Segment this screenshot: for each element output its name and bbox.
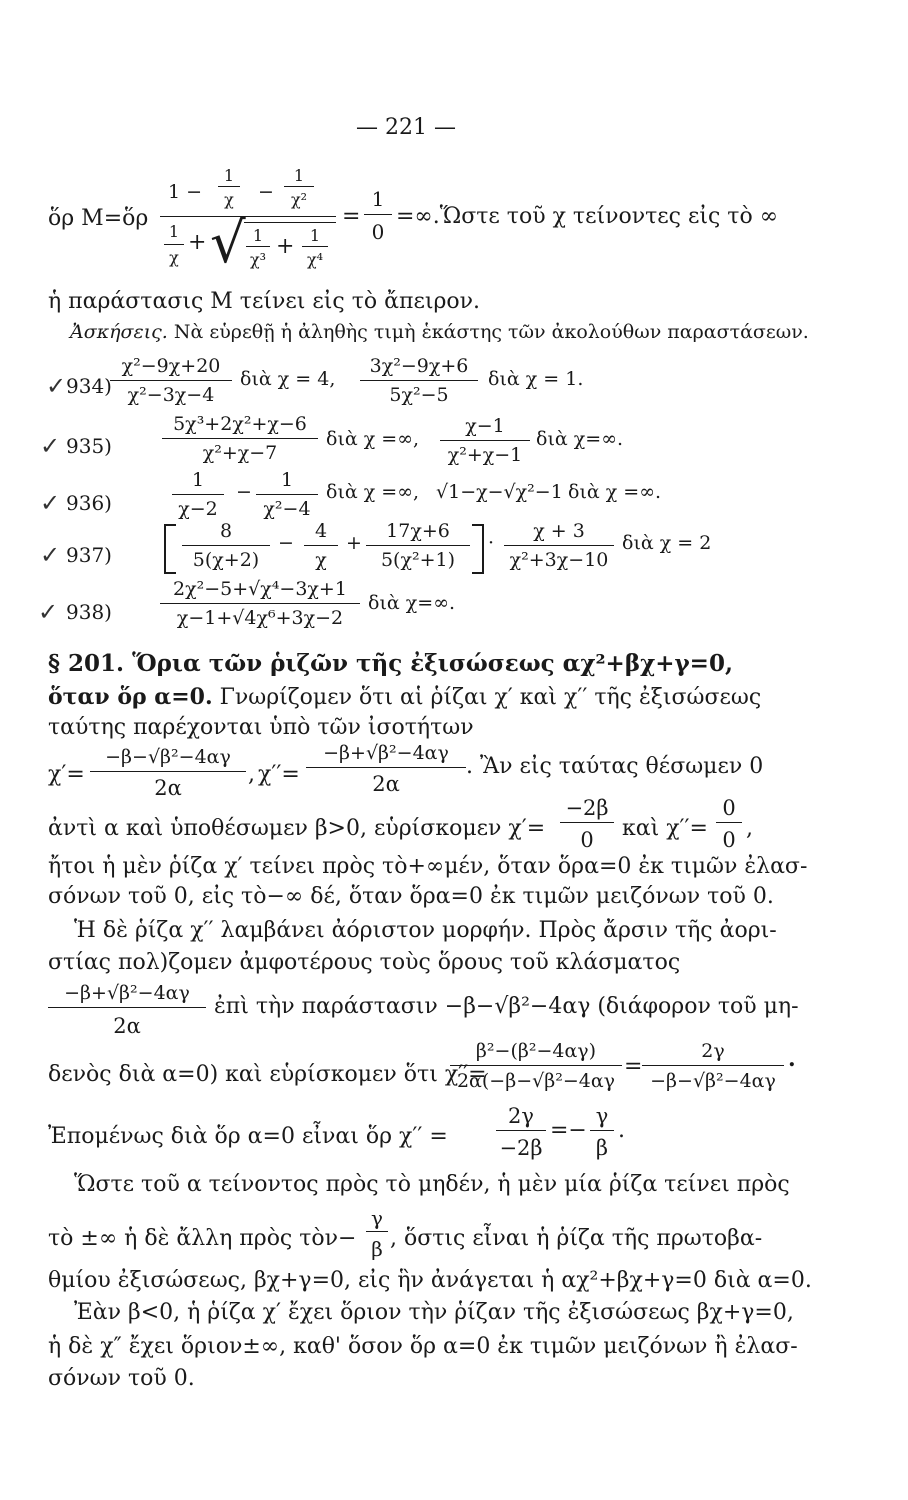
ex935-a-bar <box>162 438 318 439</box>
line-after-limit: ἡ παράστασις M τείνει εἰς τὸ ἄπειρον. <box>48 289 481 314</box>
mult-text: ἐπὶ τὴν παράστασιν −β−√β²−4αγ (διάφορον τοῦ μη- <box>214 994 799 1019</box>
roots-x2-top: −β+√β²−4αγ <box>323 742 449 764</box>
exercises-intro: Νὰ εὑρεθῇ ἡ ἀληθὴς τιμὴ ἑκάστης τῶν ἀκολούθων παραστάσεων. <box>173 321 809 343</box>
check-mark-icon: ✓ <box>46 372 67 400</box>
check-mark-icon: ✓ <box>40 541 61 569</box>
to-f-bar <box>366 1231 388 1232</box>
roots-x1-top: −β−√β²−4αγ <box>105 746 231 768</box>
roots-comma: , <box>248 762 255 787</box>
limit-num-minus: − <box>258 181 274 203</box>
roots-x1-bar <box>90 771 246 772</box>
anti-f2-top: 0 <box>722 796 736 820</box>
epomenos-f2-bar <box>590 1130 614 1131</box>
exercise-number: 935) <box>66 434 112 458</box>
ex934-b-cond: διὰ χ = 1. <box>488 368 584 390</box>
limit-den-radical-overline <box>244 222 336 223</box>
ex937-f1-top: 8 <box>219 520 233 542</box>
to-text2: , ὅστις εἶναι ἡ ῥίζα τῆς πρωτοβα- <box>390 1226 763 1251</box>
ex937-left-bracket <box>164 524 176 574</box>
ex937-f3-bot: 5(χ²+1) <box>380 549 456 571</box>
para-line-3: Ἡ δὲ ῥίζα χ′′ λαμβάνει ἀόριστον μορφήν. Πρὸς ἄρσιν τῆς ἀορι- <box>74 918 777 943</box>
mult-f-bot: 2α <box>113 1014 141 1038</box>
ex938-top: 2χ²−5+√χ⁴−3χ+1 <box>173 578 347 600</box>
limit-num-frac1-bot: χ <box>224 190 234 209</box>
epomenos-f1-top: 2γ <box>508 1104 534 1128</box>
to-f-top: γ <box>371 1206 383 1230</box>
anti-f2-bar <box>716 822 742 823</box>
limit-num-frac2-bot: χ² <box>290 190 308 209</box>
limit-den-rad-frac1-bot: χ³ <box>249 250 267 269</box>
ex936-b-cond: διὰ χ =∞. <box>568 481 662 503</box>
limit-den-frac1-bar <box>164 244 184 245</box>
limit-num-frac1-bar <box>218 186 240 187</box>
section-title-cont: ὅταν ὅρ α=0. <box>48 684 213 710</box>
anti-f1-top: −2β <box>565 796 609 820</box>
ex937-f4-bot: χ²+3χ−10 <box>509 549 609 571</box>
section-line2: ταύτης παρέχονται ὑπὸ τῶν ἰσοτήτων <box>48 715 474 740</box>
final-line-1: θμίου ἐξισώσεως, βχ+γ=0, εἰς ἣν ἀνάγεται ἡ αχ²+βχ+γ=0 διὰ α=0. <box>48 1268 812 1293</box>
limit-res-top: 1 <box>371 187 385 211</box>
ex937-op2: + <box>346 532 362 554</box>
ex938-cond: διὰ χ=∞. <box>368 592 456 614</box>
limit-res-bar <box>364 214 392 215</box>
ex937-op1: − <box>278 532 294 554</box>
ex935-a-top: 5χ³+2χ²+χ−6 <box>173 413 307 435</box>
ex934-b-bar <box>360 380 478 381</box>
mult-f-top: −β+√β²−4αγ <box>64 982 190 1004</box>
ex936-a2-bot: χ²−4 <box>263 498 311 520</box>
limit-den-rad-plus: + <box>276 234 295 259</box>
ex937-cond: διὰ χ = 2 <box>622 532 712 554</box>
limit-den-rad-frac1-bar <box>246 246 270 247</box>
mult-f-bar <box>48 1007 206 1008</box>
page-number: — 221 — <box>356 115 456 140</box>
para-line-2: σόνων τοῦ 0, εἰς τὸ−∞ δέ, ὅταν ὅρα=0 ἐκ τιμῶν μειζόνων τοῦ 0. <box>48 884 774 909</box>
limit-res-bot: 0 <box>371 220 385 244</box>
hoste-line: Ὥστε τοῦ α τείνοντος πρὸς τὸ μηδέν, ἡ μὲν μία ῥίζα τείνει πρὸς <box>74 1172 790 1197</box>
deno-f1-top: β²−(β²−4αγ) <box>475 1040 597 1062</box>
ex934-b-top: 3χ²−9χ+6 <box>369 355 469 377</box>
limit-den-rad-frac2-bot: χ⁴ <box>306 250 324 269</box>
ex937-f3-top: 17χ+6 <box>386 520 450 542</box>
limit-den-frac1-top: 1 <box>168 222 180 241</box>
exercise-number: 934) <box>66 374 112 398</box>
ex936-a2-top: 1 <box>280 469 294 491</box>
section-line1 <box>48 686 761 709</box>
anti-f1-bar <box>560 822 614 823</box>
ex937-right-bracket <box>472 524 484 574</box>
ex937-f3-bar <box>366 545 470 546</box>
section-number: § 201. <box>48 650 125 677</box>
deno-text: δενὸς διὰ α=0) καὶ εὑρίσκομεν ὅτι χ′′= <box>48 1062 487 1087</box>
check-mark-icon: ✓ <box>38 598 59 626</box>
check-mark-icon: ✓ <box>40 489 61 517</box>
check-mark-icon: ✓ <box>40 432 61 460</box>
ex935-b-bot: χ²+χ−1 <box>447 444 523 466</box>
ex937-f1-bot: 5(χ+2) <box>192 549 260 571</box>
roots-tail: . Ἂν εἰς ταύτας θέσωμεν 0 <box>466 754 764 779</box>
limit-den-rad-frac2-bar <box>302 246 328 247</box>
ex936-a2-bar <box>256 494 318 495</box>
ex934-a-cond: διὰ χ = 4, <box>240 368 336 390</box>
ex934-a-top: χ²−9χ+20 <box>121 355 221 377</box>
deno-f1-bot: 2α(−β−√β²−4αγ <box>456 1070 616 1092</box>
epomenos-f2-bot: β <box>595 1136 609 1160</box>
limit-num-frac1-top: 1 <box>223 166 235 185</box>
roots-x1-bot: 2α <box>154 776 182 800</box>
ex935-b-bar <box>440 440 530 441</box>
roots-x2-bot: 2α <box>372 772 400 796</box>
ex935-b-top: χ−1 <box>465 415 505 437</box>
ex937-f2-bot: χ <box>315 549 327 571</box>
limit-num-one: 1 − <box>168 181 203 203</box>
ex936-minus: − <box>236 481 252 503</box>
to-text1: τὸ ±∞ ἡ δὲ ἄλλη πρὸς τὸν− <box>48 1226 357 1251</box>
exercise-number: 937) <box>66 543 112 567</box>
epomenos-f2-top: γ <box>595 1104 609 1128</box>
deno-f2-bot: −β−√β²−4αγ <box>650 1070 776 1092</box>
epomenos-eq: =− <box>550 1118 587 1143</box>
ex937-f2-bar <box>304 545 338 546</box>
limit-den-radical: √ <box>210 211 246 276</box>
epomenos-end: . <box>618 1118 625 1143</box>
final-line-3: ἡ δὲ χ″ ἔχει ὅριον±∞, καθ' ὅσον ὅρ α=0 ἐκ τιμῶν μειζόνων ἢ ἐλασ- <box>48 1334 798 1359</box>
anti-text: ἀντὶ α καὶ ὑποθέσωμεν β>0, εὑρίσκομεν χ′= <box>48 816 546 841</box>
limit-den-frac1-bot: χ <box>169 248 179 267</box>
ex934-a-bar <box>110 380 232 381</box>
limit-den-rad-frac1-top: 1 <box>252 226 264 245</box>
ex935-b-cond: διὰ χ=∞. <box>536 428 624 450</box>
section-heading <box>48 652 733 675</box>
ex936-a1-top: 1 <box>191 469 205 491</box>
ex937-f4-bar <box>504 545 614 546</box>
ex937-f2-top: 4 <box>314 520 328 542</box>
limit-prefix: ὅρ M=ὅρ <box>48 206 149 231</box>
ex937-f4-top: χ + 3 <box>533 520 585 542</box>
limit-den-plus: + <box>188 230 207 255</box>
limit-num-frac2-top: 1 <box>293 166 305 185</box>
ex936-a1-bar <box>172 494 224 495</box>
exercise-number: 936) <box>66 491 112 515</box>
ex936-b-expr: √1−χ−√χ²−1 <box>436 481 563 503</box>
deno-f2-top: 2γ <box>701 1040 725 1062</box>
limit-num-frac2-bar <box>284 186 314 187</box>
exercise-number: 938) <box>66 600 112 624</box>
epomenos-text: Ἐπομένως διὰ ὅρ α=0 εἶναι ὅρ χ′′ = <box>48 1124 448 1149</box>
deno-eq: = <box>624 1054 643 1079</box>
deno-end: . <box>788 1046 796 1072</box>
roots-x2-bar <box>306 767 466 768</box>
ex938-bar <box>160 603 360 604</box>
ex935-a-bot: χ²+χ−7 <box>202 442 278 464</box>
section-title: Ὅρια τῶν ῥιζῶν τῆς ἐξισώσεως αχ²+βχ+γ=0, <box>132 650 733 677</box>
anti-f1-bot: 0 <box>580 828 594 852</box>
section-line1-rest: Γνωρίζομεν ὅτι αἱ ῥίζαι χ′ καὶ χ′′ τῆς ἐξισώσεως <box>219 685 762 710</box>
epomenos-f1-bot: −2β <box>499 1136 543 1160</box>
limit-tail: =∞.Ὥστε τοῦ χ τείνοντες εἰς τὸ ∞ <box>396 204 779 229</box>
deno-f2-bar <box>642 1065 784 1066</box>
roots-x1-label: χ′= <box>48 762 85 787</box>
ex938-bot: χ−1+√4χ⁶+3χ−2 <box>176 607 344 629</box>
ex935-a-cond: διὰ χ =∞, <box>326 428 420 450</box>
ex936-a-cond: διὰ χ =∞, <box>326 481 420 503</box>
limit-main-bar <box>160 216 336 217</box>
ex937-dot: · <box>488 532 495 554</box>
exercises-heading: Ἀσκήσεις. <box>70 321 168 343</box>
ex934-a-bot: χ²−3χ−4 <box>127 384 215 406</box>
anti-mid: καὶ χ′′= <box>622 816 708 841</box>
final-line-2: Ἐὰν β<0, ἡ ῥίζα χ′ ἔχει ὅριον τὴν ῥίζαν τῆς ἐξισώσεως βχ+γ=0, <box>74 1300 794 1325</box>
to-f-bot: β <box>371 1237 383 1261</box>
exercises-intro-line <box>70 323 809 342</box>
limit-eq1: = <box>342 204 361 229</box>
epomenos-f1-bar <box>496 1130 546 1131</box>
ex934-b-bot: 5χ²−5 <box>389 384 449 406</box>
ex937-f1-bar <box>182 545 270 546</box>
ex936-a1-bot: χ−2 <box>178 498 218 520</box>
roots-x2-label: χ′′= <box>258 762 300 787</box>
final-line-4: σόνων τοῦ 0. <box>48 1366 195 1391</box>
anti-f2-bot: 0 <box>722 828 736 852</box>
para-line-4: στίας πολ)ζομεν ἀμφοτέρους τοὺς ὅρους τοῦ κλάσματος <box>48 950 681 975</box>
para-line-1: ἤτοι ἡ μὲν ῥίζα χ′ τείνει πρὸς τὸ+∞μέν, ὅταν ὅρα=0 ἐκ τιμῶν ἐλασ- <box>48 854 808 879</box>
deno-f1-bar <box>450 1065 622 1066</box>
limit-den-rad-frac2-top: 1 <box>309 226 321 245</box>
anti-end: , <box>746 816 753 841</box>
